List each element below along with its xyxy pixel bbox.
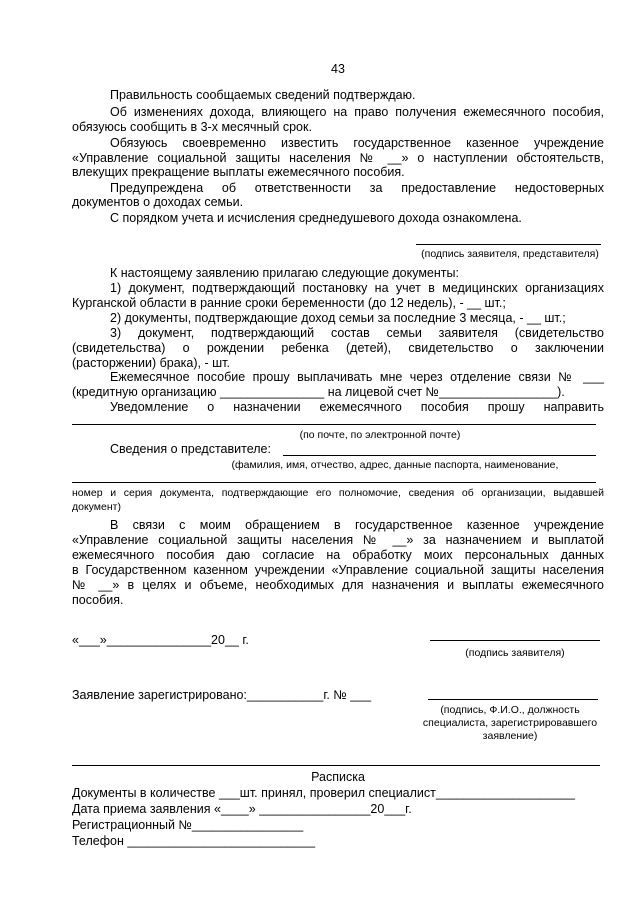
receipt-line: Телефон ___________________________ (72, 834, 316, 848)
receipt-line: Документы в количестве ___шт. принял, проверил специалист____________________ (72, 786, 575, 800)
consent-line: пособия. (72, 593, 124, 607)
applicant-signature-caption: (подпись заявителя, представителя) (421, 248, 599, 260)
consent-line: В связи с моим обращением в государственное казенное учреждение (110, 518, 604, 532)
date-line: «___»_______________20__ г. (72, 633, 249, 647)
applicant-signature-line (416, 244, 601, 245)
documents-line: 2) документы, подтверждающие доход семьи за последние 3 месяца, - __ шт.; (110, 311, 566, 325)
representative-line (72, 482, 596, 483)
paragraph-line: Об изменениях дохода, влияющего на право получения ежемесячного пособия, (110, 105, 604, 119)
paragraph-line: Обязуюсь своевременно известить государственное казенное учреждение (110, 136, 604, 150)
specialist-caption: заявление) (482, 730, 538, 742)
payment-line: Ежемесячное пособие прошу выплачивать мне через отделение связи № ___ (110, 370, 604, 384)
receipt-line: Дата приема заявления «____» ________________20___г. (72, 802, 412, 816)
paragraph-line: обязуюсь сообщить в 3-х месячный срок. (72, 120, 312, 134)
receipt-title: Расписка (311, 770, 365, 784)
paragraph-line: Предупреждена об ответственности за предоставление недостоверных (110, 181, 604, 195)
representative-caption: номер и серия документа, подтверждающие его полномочие, сведения об организации, выдавшей (72, 487, 604, 499)
page-number: 43 (331, 62, 345, 76)
applicant-caption: (подпись заявителя) (465, 647, 565, 659)
consent-line: в Государственном казенном учреждении «Управление социальной защиты населения (72, 563, 604, 577)
documents-line: Курганской области в ранние сроки беременности (до 12 недель), - __ шт.; (72, 296, 506, 310)
receipt-divider (72, 765, 600, 766)
consent-line: № __» в целях и объеме, необходимых для назначения и выплаты ежемесячного (72, 578, 604, 592)
payment-line: (кредитную организацию _______________ на лицевой счет №_________________). (72, 385, 565, 399)
specialist-caption: (подпись, Ф.И.О., должность (440, 704, 580, 716)
specialist-caption: специалиста, зарегистрировавшего (422, 717, 598, 729)
documents-line: (расторжении) брака), - шт. (72, 356, 230, 370)
applicant-signature-line (430, 640, 600, 641)
notice-method-line (72, 424, 596, 425)
paragraph-line: влекущих прекращение выплаты ежемесячного пособия. (72, 165, 405, 179)
representative-caption: (фамилия, имя, отчество, адрес, данные паспорта, наименование, (231, 459, 559, 471)
representative-label: Сведения о представителе: (110, 442, 271, 456)
receipt-line: Регистрационный №________________ (72, 818, 304, 832)
representative-caption: документ) (72, 501, 121, 513)
registration-line: Заявление зарегистрировано:___________г. № ___ (72, 688, 372, 702)
paragraph-line: С порядком учета и исчисления среднедушевого дохода ознакомлена. (110, 211, 522, 225)
consent-line: «Управление социальной защиты населения № __» за назначением и выплатой (72, 533, 604, 547)
documents-heading: К настоящему заявлению прилагаю следующие документы: (110, 266, 459, 280)
consent-line: ежемесячного пособия даю согласие на обработку моих персональных данных (72, 548, 604, 562)
paragraph-line: документов о доходах семьи. (72, 195, 244, 209)
paragraph-line: Правильность сообщаемых сведений подтверждаю. (110, 88, 416, 102)
documents-line: (свидетельства) о рождении ребенка (детей), свидетельство о заключении (72, 341, 604, 355)
notice-caption: (по почте, по электронной почте) (299, 429, 461, 441)
documents-line: 3) документ, подтверждающий состав семьи заявителя (свидетельство (110, 326, 604, 340)
paragraph-line: «Управление социальной защиты населения № __» о наступлении обстоятельств, (72, 151, 604, 165)
payment-line: Уведомление о назначении ежемесячного пособия прошу направить (110, 400, 604, 414)
specialist-signature-line (428, 699, 598, 700)
documents-line: 1) документ, подтверждающий постановку на учет в медицинских организациях (110, 281, 604, 295)
representative-line (283, 455, 596, 456)
